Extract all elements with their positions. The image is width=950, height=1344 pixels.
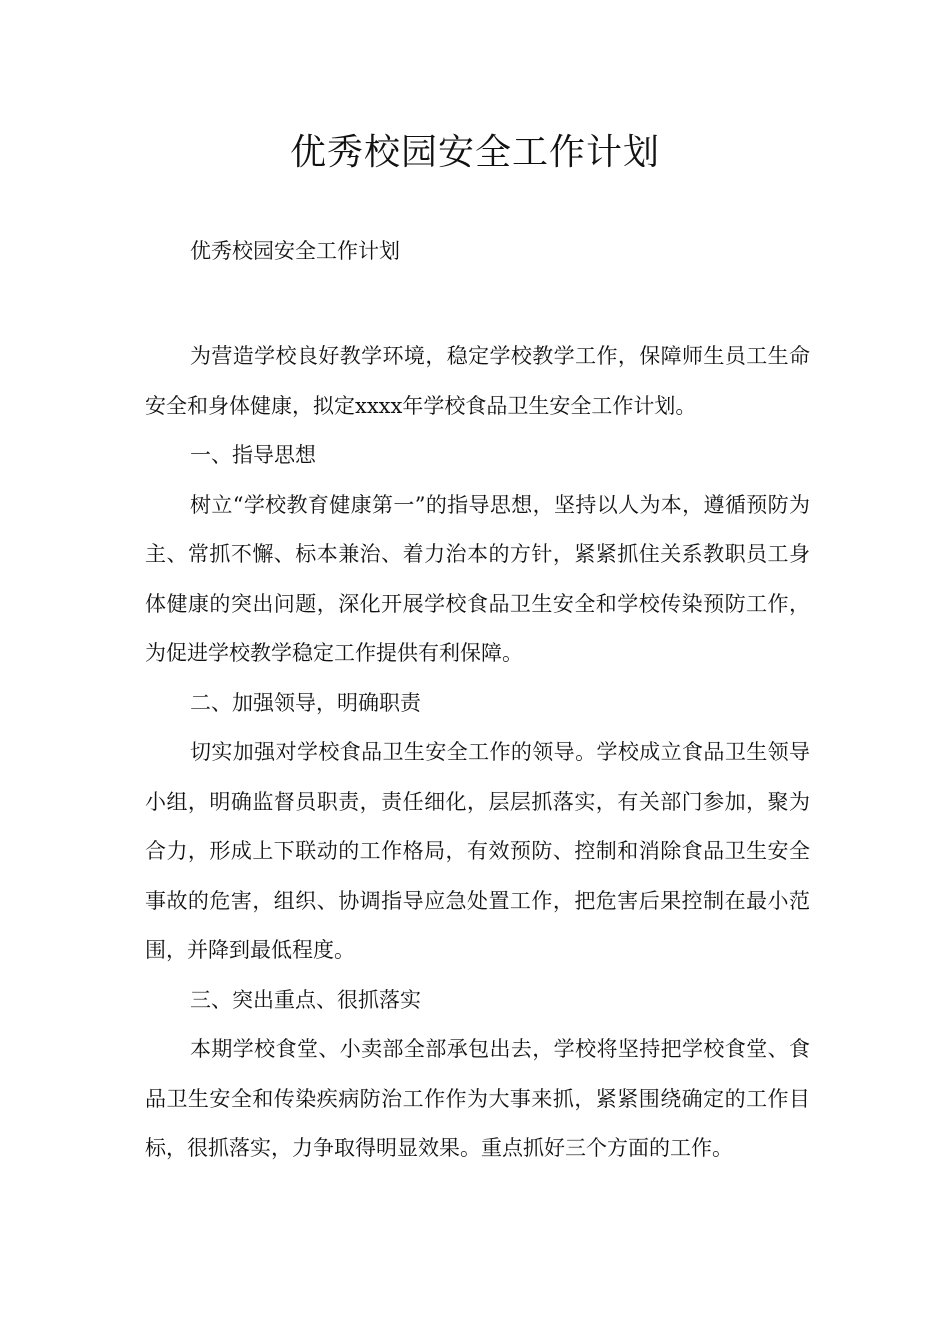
section-paragraph-key-points: 本期学校食堂、小卖部全部承包出去，学校将坚持把学校食堂、食品卫生安全和传染疾病防治工作作为大事来抓，紧紧围绕确定的工作目标，很抓落实，力争取得明显效果。重点抓好三个方面的工作。 xyxy=(145,1037,810,1160)
document-title: 优秀校园安全工作计划 xyxy=(289,132,660,173)
document-body xyxy=(145,332,810,1174)
document-subtitle: 优秀校园安全工作计划 xyxy=(190,239,400,263)
section-heading-key-points: 三、突出重点、很抓落实 xyxy=(190,987,421,1012)
section-paragraph-leadership: 切实加强对学校食品卫生安全工作的领导。学校成立食品卫生领导小组，明确监督员职责，责任细化，层层抓落实，有关部门参加，聚为合力，形成上下联动的工作格局，有效预防、控制和消除食品卫生安全事故的危害，组织、协调指导应急处置工作，把危害后果控制在最小范围，并降到最低程度。 xyxy=(145,740,810,962)
section-heading-guiding-thought: 一、指导思想 xyxy=(190,443,316,467)
section-paragraph-guiding-thought: 树立“学校教育健康第一”的指导思想，坚持以人为本，遵循预防为主、常抓不懈、标本兼治、着力治本的方针，紧紧抓住关系教职员工身体健康的突出问题，深化开展学校食品卫生安全和学校传染预防工作，为促进学校教学稳定工作提供有利保障。 xyxy=(145,492,810,665)
intro-paragraph: 为营造学校良好教学环境，稳定学校教学工作，保障师生员工生命安全和身体健康，拟定xxxx年学校食品卫生安全工作计划。 xyxy=(145,344,810,418)
section-heading-leadership: 二、加强领导，明确职责 xyxy=(190,690,421,715)
